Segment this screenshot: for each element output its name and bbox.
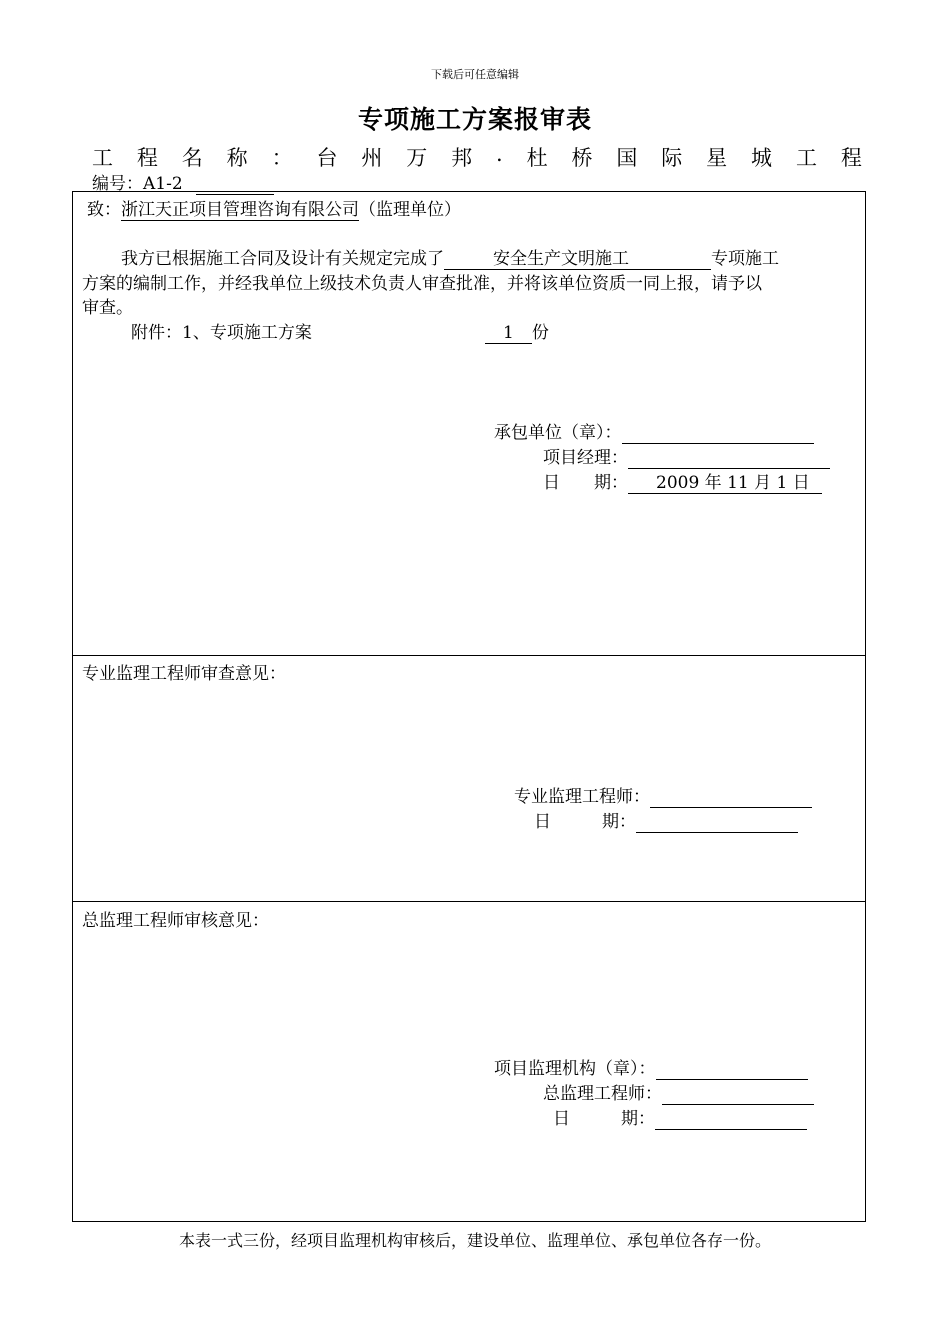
- body-line-3: 审查。: [82, 298, 133, 318]
- org-seal-line: [494, 1054, 808, 1080]
- body-line1-end: 专项施工: [711, 249, 779, 269]
- manager-blank[interactable]: [628, 449, 830, 469]
- chief-date-blank[interactable]: [655, 1110, 807, 1130]
- body-line-1: [121, 244, 779, 270]
- project-char: 工: [92, 146, 113, 170]
- section-divider: [73, 901, 865, 902]
- project-char: 州: [361, 146, 383, 170]
- manager-label: 项目经理：: [543, 448, 628, 468]
- project-char: 杜: [526, 146, 548, 170]
- engineer-opinion-heading: 专业监理工程师审查意见：: [82, 664, 286, 684]
- footer-note: 本表一式三份，经项目监理机构审核后，建设单位、监理单位、承包单位各存一份。: [178, 1231, 771, 1250]
- project-char: 国: [616, 146, 638, 170]
- header-note: 下载后可任意编辑: [431, 68, 519, 81]
- project-char: .: [496, 142, 503, 166]
- body-line1-start: 我方已根据施工合同及设计有关规定完成了: [121, 249, 444, 269]
- form-table: [72, 191, 866, 1222]
- project-char: 星: [706, 146, 728, 170]
- project-char: 工: [795, 146, 817, 170]
- contractor-date-line: [543, 468, 822, 494]
- contractor-date-label: 日 期：: [543, 473, 628, 493]
- project-char: ：: [271, 146, 293, 170]
- number-label: 编号：A1-2: [92, 174, 183, 194]
- addressee-line: [87, 195, 461, 221]
- org-seal-blank[interactable]: [656, 1060, 808, 1080]
- attachment-unit: 份: [531, 323, 549, 343]
- chief-signer-blank[interactable]: [662, 1085, 814, 1105]
- org-seal-label: 项目监理机构（章）：: [494, 1059, 656, 1079]
- project-char: 程: [840, 146, 862, 170]
- section-divider: [73, 655, 865, 656]
- contractor-unit-blank[interactable]: [622, 424, 814, 444]
- engineer-date-label: 日 期：: [534, 812, 636, 832]
- engineer-signer-blank[interactable]: [650, 788, 812, 808]
- chief-date-label: 日 期：: [553, 1109, 655, 1129]
- chief-signer-line: [543, 1079, 814, 1105]
- chief-opinion-heading: 总监理工程师审核意见：: [82, 911, 269, 931]
- addressee-prefix: 致：: [87, 200, 121, 220]
- contractor-date-value[interactable]: 2009 年 11 月 1 日: [628, 474, 822, 494]
- chief-signer-label: 总监理工程师：: [543, 1084, 662, 1104]
- project-char: 桥: [571, 146, 593, 170]
- project-char: 际: [661, 146, 683, 170]
- project-char: 万: [406, 146, 428, 170]
- chief-date-line: [553, 1104, 807, 1130]
- engineer-signer-label: 专业监理工程师：: [514, 787, 650, 807]
- contractor-unit-label: 承包单位（章）：: [494, 423, 622, 443]
- plan-name-field[interactable]: 安全生产文明施工: [444, 250, 711, 270]
- project-char: 台: [316, 146, 338, 170]
- engineer-date-blank[interactable]: [636, 813, 798, 833]
- addressee-suffix: （监理单位）: [359, 200, 461, 220]
- project-char: 名: [181, 146, 203, 170]
- attachment-count-line: [485, 318, 549, 344]
- manager-line: [543, 443, 830, 469]
- project-char: 邦: [451, 146, 473, 170]
- engineer-signer-line: [514, 782, 812, 808]
- project-char: 称: [226, 146, 248, 170]
- body-line-2: 方案的编制工作，并经我单位上级技术负责人审查批准，并将该单位资质一同上报，请予以: [82, 274, 762, 294]
- attachment-label: 附件：1、专项施工方案: [131, 323, 312, 343]
- supervision-company: 浙江天正项目管理咨询有限公司: [121, 200, 359, 220]
- attachment-count[interactable]: 1: [485, 324, 532, 344]
- project-char: 程: [136, 146, 158, 170]
- project-name-line: [92, 142, 862, 172]
- engineer-date-line: [534, 807, 798, 833]
- project-char: 城: [751, 146, 773, 170]
- contractor-unit-line: [494, 418, 814, 444]
- form-title: 专项施工方案报审表: [357, 105, 592, 134]
